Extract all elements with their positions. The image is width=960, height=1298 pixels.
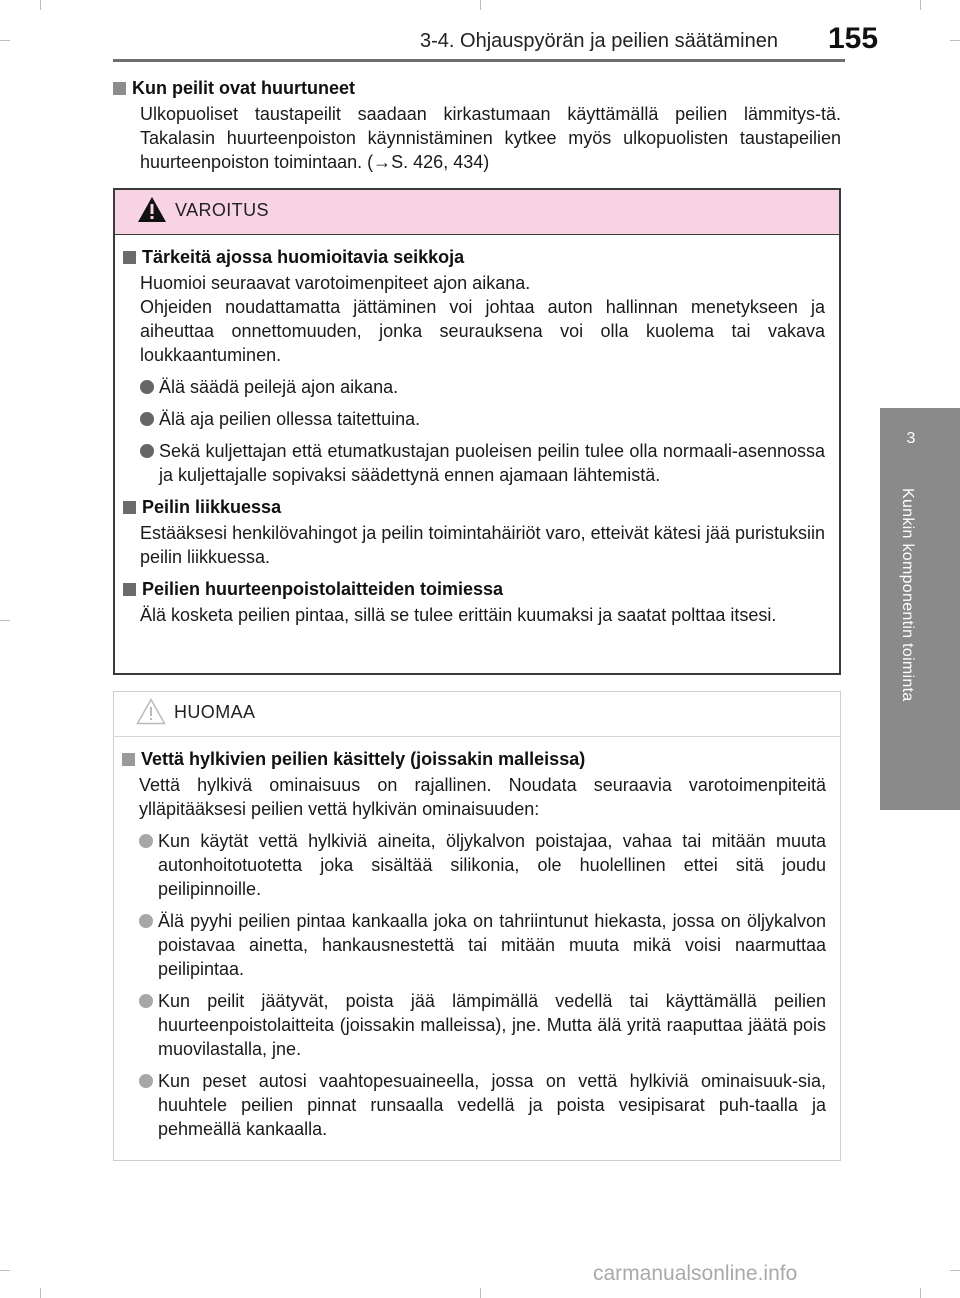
round-bullet-icon [139, 914, 153, 928]
section-title: 3-4. Ohjauspyörän ja peilien säätäminen [420, 30, 778, 52]
chapter-number: 3 [906, 430, 916, 447]
notice-bullet [139, 989, 826, 1061]
page-number: 155 [828, 22, 879, 55]
notice-box [113, 691, 841, 1161]
watermark: carmanualsonline.info [593, 1262, 798, 1285]
notice-bullet-text: Kun käytät vettä hylkiviä aineita, öljykalvon poistajaa, vahaa tai mitään muuta autonhoitotuotetta joka sisältää silikonia, ole huolellinen ettei sitä joudu peilipinnoille. [158, 831, 826, 899]
warning-bullet [140, 375, 825, 399]
warning-body [115, 235, 839, 627]
crop-mark [920, 0, 921, 10]
round-bullet-icon [139, 994, 153, 1008]
warning-section [123, 577, 825, 627]
intro-text: Ulkopuoliset taustapeilit saadaan kirkastumaan käyttämällä peilien lämmitys-tä. Takalasin huurteenpoiston käynnistäminen kytkee myös ulkopuolisten taustapeilien huurteenpoiston toimintaan. (→S. 426, 434) [140, 104, 841, 172]
crop-mark [0, 40, 10, 41]
chapter-side-tab [880, 408, 960, 810]
notice-heading [122, 747, 826, 771]
round-bullet-icon [139, 834, 153, 848]
notice-paragraph: Vettä hylkivä ominaisuus on rajallinen. Noudata seuraavia varotoimenpiteitä ylläpitääksesi peilien vettä hylkivän ominaisuuden: [139, 775, 826, 819]
warning-paragraph: Huomioi seuraavat varotoimenpiteet ajon aikana. [140, 273, 531, 293]
crop-mark [0, 620, 10, 621]
round-bullet-icon [140, 412, 154, 426]
warning-bullet [140, 407, 825, 431]
warning-section-heading [123, 245, 825, 269]
warning-section [123, 245, 825, 487]
notice-bullet [139, 829, 826, 901]
warning-heading-text: Peilin liikkuessa [142, 497, 282, 517]
square-bullet-icon [123, 501, 136, 514]
square-bullet-icon [113, 82, 126, 95]
notice-title: HUOMAA [174, 702, 256, 722]
notice-bullet-text: Älä pyyhi peilien pintaa kankaalla joka on tahriintunut hiekasta, jossa on öljykalvon poistavaa ainetta, hankausnestettä tai mitään muuta mikä voisi naarmuttaa peilipintaa. [158, 911, 826, 979]
warning-heading-text: Tärkeitä ajossa huomioitavia seikkoja [142, 247, 465, 267]
notice-bullet-text: Kun peilit jäätyvät, poista jää lämpimällä vedellä tai käyttämällä peilien huurteenpoistolaitteita (joissakin malleissa), jne. Mutta älä yritä raaputtaa jäätä pois muovilastalla, jne. [158, 991, 826, 1059]
warning-bullet-text: Älä säädä peilejä ajon aikana. [159, 377, 399, 397]
notice-body [114, 737, 840, 1141]
crop-mark [920, 1288, 921, 1298]
warning-triangle-icon [137, 196, 167, 223]
warning-bullet-text: Älä aja peilien ollessa taitettuina. [159, 409, 421, 429]
crop-mark [480, 1288, 481, 1298]
crop-mark [40, 0, 41, 10]
notice-heading-text: Vettä hylkivien peilien käsittely (joissakin malleissa) [141, 749, 586, 769]
square-bullet-icon [123, 583, 136, 596]
warning-bullet-text: Sekä kuljettajan että etumatkustajan puoleisen peilin tulee olla normaali-asennossa ja kuljettajalle sopivaksi säädettynä ennen ajamaan lähtemistä. [159, 441, 825, 485]
notice-bullet-text: Kun peset autosi vaahtopesuaineella, jossa on vettä hylkiviä ominaisuuk-sia, huuhtele peilien pinnat runsaalla vedellä ja poista vesipisarat puh-taalla ja pehmeällä kankaalla. [158, 1071, 826, 1139]
notice-bullet [139, 909, 826, 981]
intro-section [113, 76, 841, 174]
notice-header [114, 692, 840, 737]
warning-bullet [140, 439, 825, 487]
round-bullet-icon [140, 380, 154, 394]
notice-bullet [139, 1069, 826, 1141]
crop-mark [0, 1270, 10, 1271]
warning-section [123, 495, 825, 569]
warning-paragraph: Ohjeiden noudattamatta jättäminen voi johtaa auton hallinnan menetykseen ja aiheuttaa onnettomuuden, jonka seurauksena voi olla kuolema tai vakava loukkaantuminen. [140, 297, 825, 365]
warning-paragraph: Älä kosketa peilien pintaa, sillä se tulee erittäin kuumaksi ja saatat polttaa itsesi. [140, 605, 777, 625]
warning-header [115, 190, 839, 235]
header-rule [113, 59, 845, 62]
warning-title: VAROITUS [175, 200, 269, 220]
round-bullet-icon [139, 1074, 153, 1088]
warning-section-heading [123, 577, 825, 601]
warning-heading-text: Peilien huurteenpoistolaitteiden toimiessa [142, 579, 504, 599]
square-bullet-icon [123, 251, 136, 264]
warning-section-heading [123, 495, 825, 519]
square-bullet-icon [122, 753, 135, 766]
warning-paragraph: Estääksesi henkilövahingot ja peilin toimintahäiriöt varo, etteivät kätesi jää puristuksiin peilin liikkuessa. [140, 523, 825, 567]
intro-heading-text: Kun peilit ovat huurtuneet [132, 78, 355, 98]
round-bullet-icon [140, 444, 154, 458]
chapter-title: Kunkin komponentin toiminta [899, 488, 916, 702]
caution-triangle-icon [136, 698, 166, 725]
warning-box [113, 188, 841, 675]
crop-mark [40, 1288, 41, 1298]
crop-mark [480, 0, 481, 10]
crop-mark [950, 1270, 960, 1271]
intro-heading [113, 76, 841, 100]
crop-mark [950, 40, 960, 41]
